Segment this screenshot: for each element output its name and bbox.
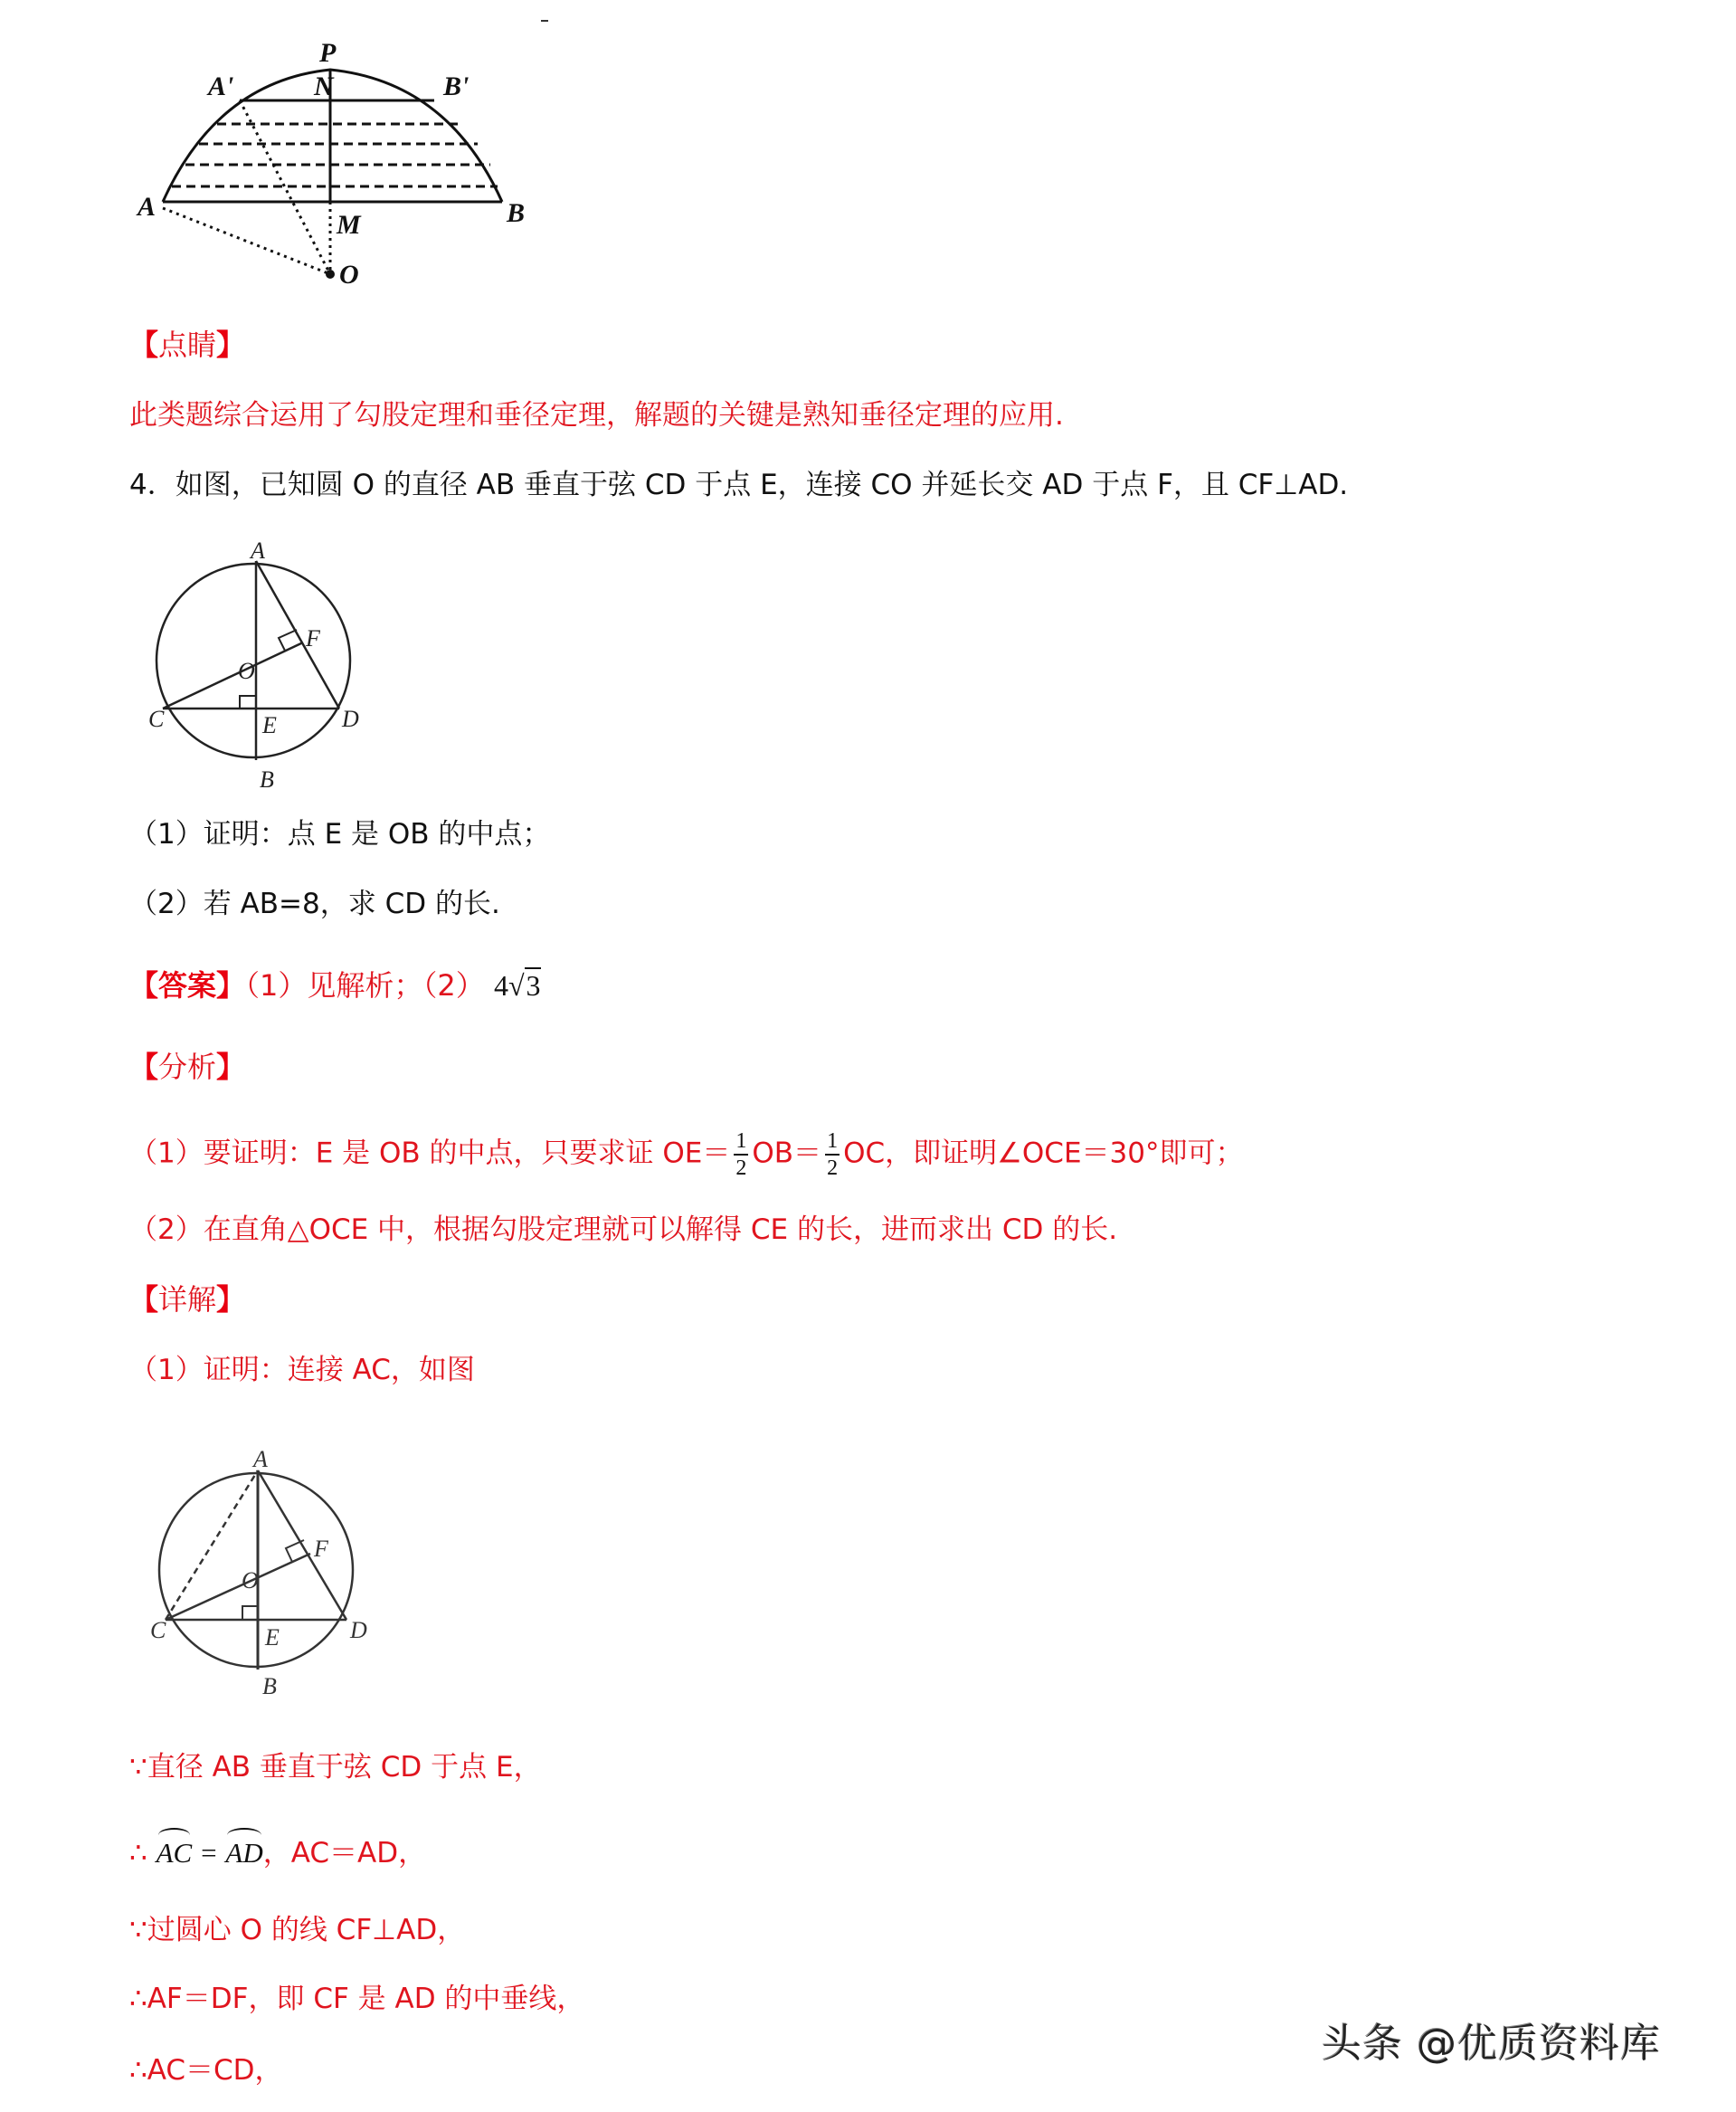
label-c: C (148, 706, 165, 732)
answer-value: 4√3 (493, 969, 541, 1002)
label-n: N (314, 71, 334, 101)
answer-text: （1）见解析；（2） (245, 968, 485, 1003)
label-a: A (138, 192, 157, 222)
label-e: E (265, 1624, 280, 1651)
question-part-1: （1）证明：点 E 是 OB 的中点； (129, 818, 551, 851)
label-a: A (253, 1446, 268, 1472)
detail-step-2: ∵过圆心 O 的线 CF⊥AD， (129, 1914, 466, 1946)
circle-diagram-solution (136, 1436, 380, 1698)
stray-mark (541, 20, 548, 22)
arc-ad: AD (225, 1828, 262, 1871)
analysis-heading: 【分析】 (129, 1050, 246, 1084)
watermark: 头条 @优质资料库 (1322, 2021, 1661, 2067)
analysis-line-2: （2）在直角△OCE 中，根据勾股定理就可以解得 CE 的长，进而求出 CD 的长. (129, 1213, 1118, 1246)
label-o: O (242, 1567, 259, 1594)
label-c: C (150, 1617, 166, 1643)
detail-step-3: ∴AF＝DF，即 CF 是 AD 的中垂线， (129, 1983, 585, 2015)
label-f: F (306, 625, 320, 652)
detail-step-1: ∵直径 AB 垂直于弦 CD 于点 E， (129, 1751, 542, 1784)
label-b-prime: B' (443, 71, 470, 101)
question-stem: 4．如图，已知圆 O 的直径 AB 垂直于弦 CD 于点 E，连接 CO 并延长交 AD 于点 F，且 CF⊥AD. (129, 469, 1349, 501)
arc-ac: AC (157, 1828, 193, 1871)
label-d: D (342, 706, 359, 732)
label-b: B (262, 1673, 277, 1698)
label-m: M (337, 210, 361, 240)
label-p: P (319, 38, 337, 68)
label-o: O (339, 260, 359, 290)
label-f: F (314, 1536, 328, 1562)
label-b: B (507, 198, 526, 228)
detail-intro: （1）证明：连接 AC，如图 (129, 1354, 475, 1386)
label-e: E (262, 712, 277, 738)
label-a-prime: A' (208, 71, 234, 101)
question-part-2: （2）若 AB=8，求 CD 的长. (129, 888, 500, 920)
fraction-half: $\frac{1}{2}$ (827, 1129, 839, 1180)
label-o: O (238, 658, 255, 684)
label-b: B (260, 766, 274, 793)
detail-step-arc: ∴ AC = AD，AC＝AD， (129, 1828, 426, 1871)
label-d: D (350, 1617, 367, 1643)
label-a: A (251, 538, 265, 564)
highlight-heading: 【点睛】 (129, 328, 246, 362)
analysis-line-1: （1）要证明：E 是 OB 的中点，只要求证 OE＝ $\frac{1}{2}$ OB＝ $\frac{1}{2}$ OC，即证明∠OCE＝30°即可； (129, 1129, 1244, 1180)
detail-heading: 【详解】 (129, 1282, 246, 1317)
fraction-half: $\frac{1}{2}$ (735, 1129, 747, 1180)
arch-diagram (136, 27, 561, 299)
highlight-text: 此类题综合运用了勾股定理和垂径定理，解题的关键是熟知垂径定理的应用. (129, 399, 1064, 432)
detail-step-4: ∴AC＝CD， (129, 2054, 283, 2087)
answer-line: 【答案】（1）见解析；（2） 4√3 (129, 968, 541, 1003)
circle-diagram-question (136, 534, 371, 796)
